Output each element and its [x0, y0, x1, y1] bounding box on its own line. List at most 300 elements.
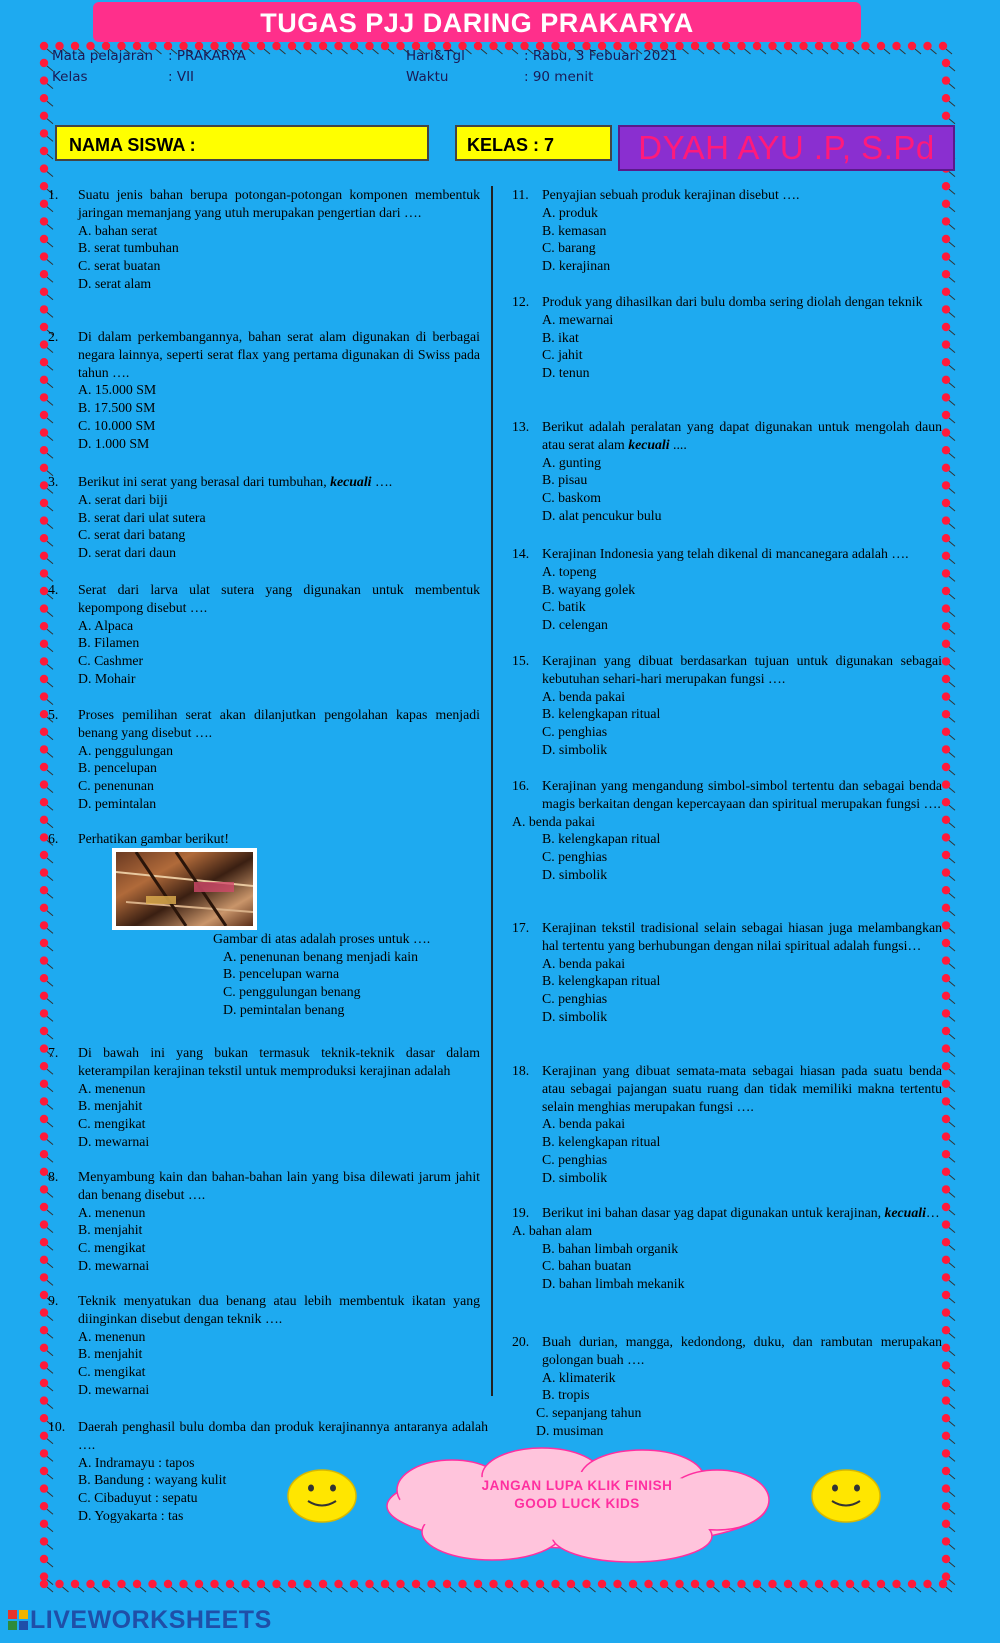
- answer-option[interactable]: D. Mohair: [78, 670, 136, 686]
- answer-option[interactable]: B. ikat: [542, 329, 579, 345]
- border-dot: [942, 1062, 950, 1070]
- border-dot: [365, 42, 373, 50]
- question-1: [48, 186, 480, 293]
- answer-option[interactable]: D. serat dari daun: [78, 545, 177, 561]
- question-number: 2.: [48, 329, 59, 344]
- border-dot: [40, 604, 48, 612]
- answer-option[interactable]: D. kerajinan: [542, 258, 611, 274]
- question-text: Perhatikan gambar berikut!: [78, 831, 229, 846]
- border-dot: [40, 1291, 48, 1299]
- border-dot: [629, 1580, 637, 1588]
- border-dot: [942, 939, 950, 947]
- border-dot: [40, 921, 48, 929]
- border-dot: [40, 1027, 48, 1035]
- border-dot: [40, 904, 48, 912]
- border-dot: [334, 42, 342, 50]
- border-dot: [598, 1580, 606, 1588]
- answer-option[interactable]: C. penghias: [542, 1151, 608, 1167]
- border-dot: [942, 1502, 950, 1510]
- border-dot: [40, 1484, 48, 1492]
- border-dot: [942, 587, 950, 595]
- border-dot: [40, 640, 48, 648]
- answer-option[interactable]: A. mewarnai: [542, 311, 614, 327]
- border-dot: [40, 164, 48, 172]
- border-dot: [768, 42, 776, 50]
- border-dot: [381, 42, 389, 50]
- question-number: 17.: [512, 920, 530, 935]
- answer-option[interactable]: A. Indramayu : tapos: [78, 1454, 195, 1470]
- kelas-info-value: : VII: [168, 69, 195, 85]
- border-dot: [427, 1580, 435, 1588]
- answer-option[interactable]: A. penenunan benang menjadi kain: [223, 948, 419, 964]
- border-dot: [942, 1238, 950, 1246]
- border-dot: [942, 217, 950, 225]
- border-dot: [40, 780, 48, 788]
- border-dot: [942, 270, 950, 278]
- border-dot: [40, 710, 48, 718]
- border-dot: [40, 1414, 48, 1422]
- answer-option[interactable]: B. bahan limbah organik: [542, 1240, 679, 1256]
- border-dot: [40, 1572, 48, 1580]
- answer-option[interactable]: C. serat dari batang: [78, 527, 186, 543]
- question-number: 8.: [48, 1169, 59, 1184]
- answer-option[interactable]: D. mewarnai: [78, 1257, 150, 1273]
- border-dot: [942, 1115, 950, 1123]
- border-dot: [942, 569, 950, 577]
- border-dot: [272, 42, 280, 50]
- question-number: 4.: [48, 582, 59, 597]
- waktu-label: Waktu: [406, 69, 449, 85]
- question-text: Kerajinan tekstil tradisional selain sebagai hiasan juga melambangkan hal tertentu yang berhubungan dengan nilai spiritual adalah fungsi…: [542, 920, 942, 953]
- nama-siswa-field[interactable]: [55, 125, 429, 161]
- question-text: Proses pemilihan serat akan dilanjutkan pengolahan kapas menjadi benang yang disebut ….: [78, 707, 480, 740]
- border-dot: [830, 1580, 838, 1588]
- answer-option[interactable]: D. mewarnai: [78, 1381, 150, 1397]
- answer-option[interactable]: A. menenun: [78, 1080, 146, 1096]
- border-dot: [257, 42, 265, 50]
- waktu-value: : 90 menit: [524, 69, 594, 85]
- border-dot: [40, 1062, 48, 1070]
- question-number: 19.: [512, 1205, 530, 1220]
- answer-option[interactable]: B. kelengkapan ritual: [542, 973, 661, 989]
- answer-option[interactable]: C. baskom: [542, 490, 602, 506]
- question-14: [512, 545, 942, 634]
- answer-option[interactable]: A. Alpaca: [78, 617, 134, 633]
- border-dot: [164, 1580, 172, 1588]
- answer-option[interactable]: B. serat dari ulat sutera: [78, 509, 206, 525]
- border-dot: [40, 974, 48, 982]
- border-dot: [303, 1580, 311, 1588]
- answer-option[interactable]: B. 17.500 SM: [78, 400, 156, 416]
- answer-option[interactable]: C. bahan buatan: [542, 1258, 632, 1274]
- answer-option[interactable]: C. batik: [542, 599, 586, 615]
- border-dot: [942, 604, 950, 612]
- answer-option[interactable]: B. menjahit: [78, 1222, 143, 1238]
- border-dot: [830, 42, 838, 50]
- question-7: [48, 1044, 480, 1151]
- answer-option[interactable]: C. mengikat: [78, 1116, 146, 1132]
- border-dot: [939, 42, 947, 50]
- answer-option[interactable]: A. menenun: [78, 1204, 146, 1220]
- border-dot: [319, 42, 327, 50]
- question-5: [48, 706, 480, 813]
- question-text: Serat dari larva ulat sutera yang digunakan untuk membentuk kepompong disebut ….: [78, 582, 480, 615]
- question-text: Berikut ini serat yang berasal dari tumbuhan, kecuali ….: [78, 474, 393, 489]
- answer-option[interactable]: C. serat buatan: [78, 258, 161, 274]
- border-dot: [303, 42, 311, 50]
- border-dot: [195, 1580, 203, 1588]
- border-dot: [40, 622, 48, 630]
- border-dot: [799, 1580, 807, 1588]
- border-dot: [892, 1580, 900, 1588]
- border-dot: [40, 833, 48, 841]
- border-dot: [892, 42, 900, 50]
- border-dot: [942, 481, 950, 489]
- answer-option[interactable]: C. penghias: [542, 991, 608, 1007]
- border-dot: [40, 956, 48, 964]
- answer-option[interactable]: D. pemintalan benang: [223, 1001, 345, 1017]
- border-dot: [942, 393, 950, 401]
- border-dot: [660, 1580, 668, 1588]
- border-dot: [942, 1044, 950, 1052]
- question-number: 14.: [512, 546, 530, 561]
- kelas-field[interactable]: [455, 125, 612, 161]
- answer-option[interactable]: A. bahan serat: [78, 222, 158, 238]
- border-dot: [40, 569, 48, 577]
- border-dot: [942, 1273, 950, 1281]
- border-dot: [40, 428, 48, 436]
- worksheet-title: TUGAS PJJ DARING PRAKARYA: [93, 2, 861, 42]
- border-dot: [40, 1467, 48, 1475]
- question-4: [48, 581, 480, 688]
- border-dot: [40, 1308, 48, 1316]
- answer-option[interactable]: B. kelengkapan ritual: [542, 831, 661, 847]
- border-dot: [40, 94, 48, 102]
- border-dot: [942, 675, 950, 683]
- border-dot: [908, 42, 916, 50]
- answer-option[interactable]: C. penenunan: [78, 778, 154, 794]
- border-dot: [40, 129, 48, 137]
- border-dot: [846, 1580, 854, 1588]
- border-dot: [942, 780, 950, 788]
- answer-option[interactable]: D. 1.000 SM: [78, 435, 150, 451]
- border-dot: [40, 59, 48, 67]
- border-dot: [40, 1502, 48, 1510]
- border-dot: [133, 1580, 141, 1588]
- answer-option[interactable]: A. serat dari biji: [78, 491, 168, 507]
- answer-option[interactable]: B. pisau: [542, 472, 588, 488]
- answer-option[interactable]: D. simbolik: [542, 1008, 608, 1024]
- border-dot: [40, 1344, 48, 1352]
- border-dot: [71, 1580, 79, 1588]
- answer-option[interactable]: B. kelengkapan ritual: [542, 1134, 661, 1150]
- border-dot: [861, 1580, 869, 1588]
- answer-option[interactable]: B. menjahit: [78, 1346, 143, 1362]
- border-dot: [753, 1580, 761, 1588]
- answer-option[interactable]: B. pencelupan warna: [223, 966, 340, 982]
- answer-option[interactable]: A. gunting: [542, 454, 602, 470]
- nama-siswa-label: NAMA SISWA :: [69, 135, 196, 155]
- question-number: 11.: [512, 187, 529, 202]
- question-number: 20.: [512, 1334, 530, 1349]
- border-dot: [942, 1432, 950, 1440]
- border-dot: [505, 42, 513, 50]
- answer-option[interactable]: C. penghias: [542, 724, 608, 740]
- question-number: 16.: [512, 778, 530, 793]
- answer-option[interactable]: B. wayang golek: [542, 581, 636, 597]
- border-dot: [55, 1580, 63, 1588]
- question-text: Buah durian, mangga, kedondong, duku, dan rambutan merupakan golongan buah ….: [542, 1334, 942, 1367]
- mapel-value: : PRAKARYA: [168, 48, 246, 64]
- question-text: Kerajinan yang dibuat berdasarkan tujuan untuk digunakan sebagai kebutuhan sehari-hari merupakan fungsi ….: [542, 653, 942, 686]
- border-dot: [799, 42, 807, 50]
- answer-option[interactable]: A. 15.000 SM: [78, 382, 157, 398]
- answer-option[interactable]: A. bahan alam: [512, 1222, 593, 1238]
- question-number: 9.: [48, 1293, 59, 1308]
- border-dot: [942, 956, 950, 964]
- border-dot: [40, 816, 48, 824]
- question-text: Kerajinan yang dibuat semata-mata sebagai hiasan pada suatu benda atau sebagai pajangan suatu ruang dan tidak memiliki makna tertentu selain menghias merupakan fungsi ….: [542, 1063, 942, 1114]
- border-dot: [40, 411, 48, 419]
- border-dot: [908, 1580, 916, 1588]
- border-dot: [40, 763, 48, 771]
- question-11: [512, 186, 942, 275]
- answer-option[interactable]: A. benda pakai: [542, 688, 626, 704]
- border-dot: [722, 42, 730, 50]
- border-dot: [210, 1580, 218, 1588]
- answer-option[interactable]: D. serat alam: [78, 275, 152, 291]
- question-number: 6.: [48, 831, 59, 846]
- border-dot: [942, 1379, 950, 1387]
- border-dot: [40, 1449, 48, 1457]
- answer-option[interactable]: C. barang: [542, 240, 596, 256]
- answer-option[interactable]: C. penghias: [542, 849, 608, 865]
- answer-option[interactable]: A. klimaterik: [542, 1369, 616, 1385]
- answer-option[interactable]: A. topeng: [542, 563, 597, 579]
- answer-option[interactable]: A. penggulungan: [78, 742, 174, 758]
- border-dot: [942, 1009, 950, 1017]
- border-dot: [102, 1580, 110, 1588]
- border-dot: [520, 1580, 528, 1588]
- answer-option[interactable]: B. tropis: [542, 1387, 590, 1403]
- border-dot: [942, 1572, 950, 1580]
- border-dot: [942, 340, 950, 348]
- answer-option[interactable]: D. pemintalan: [78, 795, 157, 811]
- question-20: [512, 1333, 942, 1440]
- border-dot: [942, 200, 950, 208]
- border-dot: [942, 992, 950, 1000]
- border-dot: [942, 1027, 950, 1035]
- border-dot: [40, 675, 48, 683]
- answer-option[interactable]: D. Yogyakarta : tas: [78, 1507, 184, 1523]
- border-dot: [40, 1080, 48, 1088]
- border-dot: [350, 42, 358, 50]
- border-dot: [923, 42, 931, 50]
- answer-option[interactable]: A. produk: [542, 204, 598, 220]
- border-dot: [40, 1220, 48, 1228]
- answer-option[interactable]: B. Filamen: [78, 635, 140, 651]
- answer-option[interactable]: A. benda pakai: [542, 1116, 626, 1132]
- answer-option[interactable]: C. 10.000 SM: [78, 417, 156, 433]
- border-dot: [942, 851, 950, 859]
- answer-option[interactable]: D. alat pencukur bulu: [542, 507, 662, 523]
- border-dot: [148, 1580, 156, 1588]
- answer-option[interactable]: C. sepanjang tahun: [536, 1405, 642, 1421]
- border-dot: [257, 1580, 265, 1588]
- answer-option[interactable]: C. penggulungan benang: [223, 984, 361, 1000]
- kelas-field-label: KELAS : 7: [467, 135, 555, 155]
- border-dot: [319, 1580, 327, 1588]
- border-dot: [288, 42, 296, 50]
- border-dot: [942, 1520, 950, 1528]
- question-3: [48, 473, 480, 562]
- brand-icon: [8, 1608, 28, 1628]
- question-number: 15.: [512, 653, 530, 668]
- answer-option[interactable]: C. mengikat: [78, 1240, 146, 1256]
- border-dot: [942, 552, 950, 560]
- question-number: 1.: [48, 187, 59, 202]
- border-dot: [86, 1580, 94, 1588]
- question-text: Teknik menyatukan dua benang atau lebih membentuk ikatan yang diinginkan disebut dengan teknik ….: [78, 1293, 480, 1326]
- border-dot: [942, 112, 950, 120]
- border-dot: [40, 112, 48, 120]
- answer-option[interactable]: B. kemasan: [542, 222, 607, 238]
- teacher-name: DYAH AYU .P, S.Pd: [618, 125, 955, 171]
- border-dot: [644, 1580, 652, 1588]
- answer-option[interactable]: B. serat tumbuhan: [78, 240, 179, 256]
- question-text: Kerajinan Indonesia yang telah dikenal di mancanegara adalah ….: [542, 546, 909, 561]
- border-dot: [942, 1537, 950, 1545]
- answer-option[interactable]: D. simbolik: [542, 1169, 608, 1185]
- border-dot: [942, 252, 950, 260]
- answer-option[interactable]: D. tenun: [542, 365, 590, 381]
- border-dot: [942, 833, 950, 841]
- border-dot: [784, 42, 792, 50]
- border-dot: [40, 1379, 48, 1387]
- border-dot: [40, 1273, 48, 1281]
- border-dot: [942, 1396, 950, 1404]
- border-dot: [40, 1326, 48, 1334]
- border-dot: [474, 1580, 482, 1588]
- border-dot: [40, 1520, 48, 1528]
- border-dot: [942, 692, 950, 700]
- border-dot: [40, 1168, 48, 1176]
- border-dot: [365, 1580, 373, 1588]
- border-dot: [942, 1185, 950, 1193]
- border-dot: [40, 1097, 48, 1105]
- answer-option[interactable]: C. jahit: [542, 347, 583, 363]
- mapel-label: Mata pelajaran: [52, 48, 154, 64]
- answer-option[interactable]: A. benda pakai: [512, 813, 596, 829]
- border-dot: [567, 1580, 575, 1588]
- question-text: Produk yang dihasilkan dari bulu domba sering diolah dengan teknik: [542, 294, 923, 309]
- border-dot: [40, 868, 48, 876]
- question-text: Berikut ini bahan dasar yag dapat digunakan untuk kerajinan, kecuali…: [542, 1205, 940, 1220]
- border-dot: [40, 499, 48, 507]
- border-dot: [40, 76, 48, 84]
- border-dot: [722, 1580, 730, 1588]
- border-dot: [861, 42, 869, 50]
- border-dot: [942, 288, 950, 296]
- border-dot: [40, 1256, 48, 1264]
- answer-option[interactable]: C. Cashmer: [78, 653, 144, 669]
- border-dot: [40, 851, 48, 859]
- border-dot: [942, 763, 950, 771]
- border-dot: [350, 1580, 358, 1588]
- answer-option[interactable]: D. simbolik: [542, 866, 608, 882]
- hari-value: : Rabu, 3 Febuari 2021: [524, 48, 678, 64]
- border-dot: [877, 42, 885, 50]
- answer-option[interactable]: D. simbolik: [542, 741, 608, 757]
- answer-option[interactable]: D. celengan: [542, 617, 608, 633]
- answer-option[interactable]: B. menjahit: [78, 1098, 143, 1114]
- border-dot: [40, 1009, 48, 1017]
- question-16: [512, 777, 942, 884]
- border-dot: [942, 94, 950, 102]
- border-dot: [942, 516, 950, 524]
- question-text: Daerah penghasil bulu domba dan produk kerajinannya antaranya adalah ….: [78, 1419, 488, 1452]
- border-dot: [939, 1580, 947, 1588]
- question-subtext: Gambar di atas adalah proses untuk ….: [213, 930, 431, 946]
- answer-option[interactable]: D. musiman: [536, 1422, 604, 1438]
- answer-option[interactable]: B. Bandung : wayang kulit: [78, 1472, 227, 1488]
- border-dot: [40, 1238, 48, 1246]
- answer-option[interactable]: D. bahan limbah mekanik: [542, 1276, 685, 1292]
- border-dot: [942, 745, 950, 753]
- border-dot: [551, 1580, 559, 1588]
- border-dot: [536, 1580, 544, 1588]
- border-dot: [40, 534, 48, 542]
- border-dot: [458, 1580, 466, 1588]
- border-dot: [942, 1326, 950, 1334]
- border-dot: [942, 1203, 950, 1211]
- question-2: [48, 328, 480, 453]
- border-dot: [815, 1580, 823, 1588]
- answer-option[interactable]: A. benda pakai: [542, 955, 626, 971]
- border-dot: [737, 1580, 745, 1588]
- border-dot: [40, 182, 48, 190]
- answer-option[interactable]: C. mengikat: [78, 1364, 146, 1380]
- answer-option[interactable]: B. pencelupan: [78, 760, 157, 776]
- border-dot: [40, 1150, 48, 1158]
- border-dot: [40, 1361, 48, 1369]
- border-dot: [942, 1555, 950, 1563]
- border-dot: [40, 270, 48, 278]
- answer-option[interactable]: A. menenun: [78, 1328, 146, 1344]
- question-number: 13.: [512, 419, 530, 434]
- border-dot: [691, 1580, 699, 1588]
- good-luck-text: GOOD LUCK KIDS: [514, 1496, 640, 1511]
- border-dot: [40, 692, 48, 700]
- question-9: [48, 1292, 480, 1399]
- border-dot: [942, 1080, 950, 1088]
- answer-option[interactable]: B. kelengkapan ritual: [542, 706, 661, 722]
- border-dot: [942, 376, 950, 384]
- border-dot: [942, 358, 950, 366]
- border-dot: [942, 974, 950, 982]
- border-dot: [942, 1414, 950, 1422]
- border-dot: [942, 921, 950, 929]
- border-dot: [40, 1044, 48, 1052]
- question-18: [512, 1062, 942, 1187]
- smiley-right-icon: [810, 1468, 882, 1524]
- border-dot: [942, 1291, 950, 1299]
- border-dot: [942, 1344, 950, 1352]
- border-dot: [241, 1580, 249, 1588]
- answer-option[interactable]: D. mewarnai: [78, 1133, 150, 1149]
- border-dot: [942, 1132, 950, 1140]
- answer-option[interactable]: C. Cibaduyut : sepatu: [78, 1490, 198, 1506]
